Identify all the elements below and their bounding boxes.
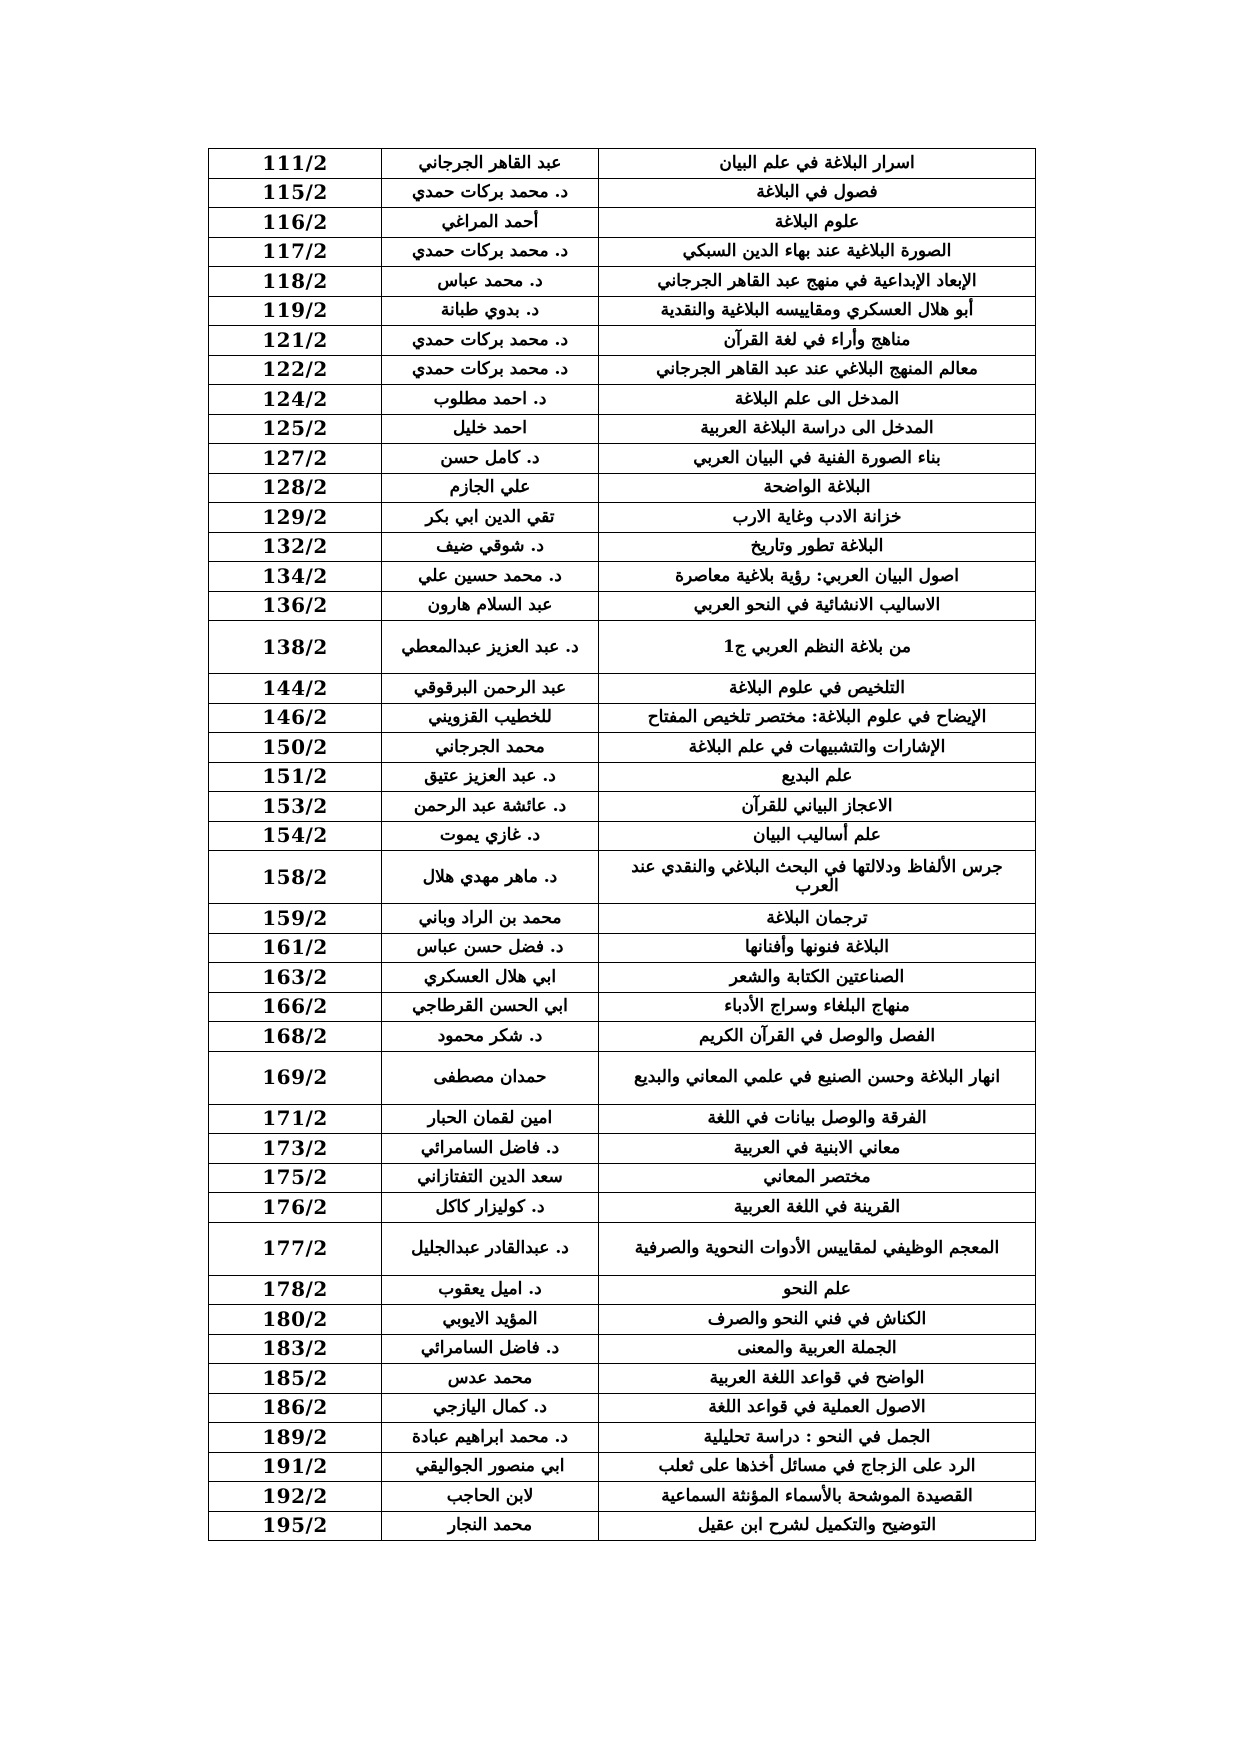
author-cell: ابي الحسن القرطاجي bbox=[382, 992, 599, 1022]
shelf-number-cell: 177/2 bbox=[209, 1222, 382, 1275]
shelf-number-cell: 128/2 bbox=[209, 473, 382, 503]
table-row bbox=[209, 1104, 1036, 1134]
author-cell: د. محمد عباس bbox=[382, 267, 599, 297]
title-cell: الاساليب الانشائية في النحو العربي bbox=[599, 591, 1036, 621]
table-row bbox=[209, 821, 1036, 851]
table-row bbox=[209, 992, 1036, 1022]
table-row bbox=[209, 208, 1036, 238]
table-row bbox=[209, 326, 1036, 356]
author-cell: محمد بن الراد وباني bbox=[382, 904, 599, 934]
table-row bbox=[209, 733, 1036, 763]
shelf-number-cell: 153/2 bbox=[209, 792, 382, 822]
author-cell: عبد الرحمن البرقوقي bbox=[382, 674, 599, 704]
shelf-number-cell: 122/2 bbox=[209, 355, 382, 385]
author-cell: د. احمد مطلوب bbox=[382, 385, 599, 415]
title-cell: الإشارات والتشبيهات في علم البلاغة bbox=[599, 733, 1036, 763]
title-cell: الواضح في قواعد اللغة العربية bbox=[599, 1364, 1036, 1394]
title-cell: الفرقة والوصل بيانات في اللغة bbox=[599, 1104, 1036, 1134]
author-cell: لابن الحاجب bbox=[382, 1482, 599, 1512]
title-cell: معالم المنهج البلاغي عند عبد القاهر الجرجاني bbox=[599, 355, 1036, 385]
shelf-number-cell: 178/2 bbox=[209, 1275, 382, 1305]
title-cell: منهاج البلغاء وسراج الأدباء bbox=[599, 992, 1036, 1022]
author-cell: د. محمد بركات حمدي bbox=[382, 326, 599, 356]
title-cell: الصورة البلاغية عند بهاء الدين السبكي bbox=[599, 237, 1036, 267]
author-cell: د. محمد بركات حمدي bbox=[382, 355, 599, 385]
shelf-number-cell: 163/2 bbox=[209, 963, 382, 993]
shelf-number-cell: 192/2 bbox=[209, 1482, 382, 1512]
title-cell: مختصر المعاني bbox=[599, 1163, 1036, 1193]
title-cell: البلاغة الواضحة bbox=[599, 473, 1036, 503]
shelf-number-cell: 136/2 bbox=[209, 591, 382, 621]
title-cell: الإبعاد الإبداعية في منهج عبد القاهر الجرجاني bbox=[599, 267, 1036, 297]
title-cell: البلاغة فنونها وأفنانها bbox=[599, 933, 1036, 963]
table-row bbox=[209, 237, 1036, 267]
table-row bbox=[209, 1482, 1036, 1512]
shelf-number-cell: 154/2 bbox=[209, 821, 382, 851]
author-cell: للخطيب القزويني bbox=[382, 703, 599, 733]
shelf-number-cell: 150/2 bbox=[209, 733, 382, 763]
title-cell: جرس الألفاظ ودلالتها في البحث البلاغي والنقدي عند العرب bbox=[599, 851, 1036, 904]
title-cell: فصول في البلاغة bbox=[599, 178, 1036, 208]
author-cell: احمد خليل bbox=[382, 414, 599, 444]
title-cell: الصناعتين الكتابة والشعر bbox=[599, 963, 1036, 993]
table-row bbox=[209, 414, 1036, 444]
title-cell: المدخل الى دراسة البلاغة العربية bbox=[599, 414, 1036, 444]
author-cell: امين لقمان الحبار bbox=[382, 1104, 599, 1134]
author-cell: د. عبدالقادر عبدالجليل bbox=[382, 1222, 599, 1275]
title-cell: علم أساليب البيان bbox=[599, 821, 1036, 851]
author-cell: د. كوليزار كاكل bbox=[382, 1193, 599, 1223]
title-cell: الجمل في النحو : دراسة تحليلية bbox=[599, 1423, 1036, 1453]
author-cell: د. محمد حسين علي bbox=[382, 562, 599, 592]
table-row bbox=[209, 1364, 1036, 1394]
shelf-number-cell: 118/2 bbox=[209, 267, 382, 297]
shelf-number-cell: 115/2 bbox=[209, 178, 382, 208]
title-cell: معاني الابنية في العربية bbox=[599, 1134, 1036, 1164]
table-row bbox=[209, 963, 1036, 993]
shelf-number-cell: 191/2 bbox=[209, 1452, 382, 1482]
table-row bbox=[209, 149, 1036, 179]
title-cell: التوضيح والتكميل لشرح ابن عقيل bbox=[599, 1511, 1036, 1541]
title-cell: التلخيص في علوم البلاغة bbox=[599, 674, 1036, 704]
author-cell: د. محمد بركات حمدي bbox=[382, 237, 599, 267]
author-cell: د. محمد بركات حمدي bbox=[382, 178, 599, 208]
shelf-number-cell: 121/2 bbox=[209, 326, 382, 356]
title-cell: علم البديع bbox=[599, 762, 1036, 792]
shelf-number-cell: 159/2 bbox=[209, 904, 382, 934]
author-cell: تقي الدين ابي بكر bbox=[382, 503, 599, 533]
author-cell: د. شوقي ضيف bbox=[382, 532, 599, 562]
title-cell: اصول البيان العربي: رؤية بلاغية معاصرة bbox=[599, 562, 1036, 592]
author-cell: ابي منصور الجواليقي bbox=[382, 1452, 599, 1482]
shelf-number-cell: 119/2 bbox=[209, 296, 382, 326]
title-cell: علوم البلاغة bbox=[599, 208, 1036, 238]
shelf-number-cell: 134/2 bbox=[209, 562, 382, 592]
author-cell: د. فاضل السامرائي bbox=[382, 1134, 599, 1164]
shelf-number-cell: 166/2 bbox=[209, 992, 382, 1022]
author-cell: د. عبد العزيز عتيق bbox=[382, 762, 599, 792]
author-cell: د. عائشة عبد الرحمن bbox=[382, 792, 599, 822]
author-cell: سعد الدين التفتازاني bbox=[382, 1163, 599, 1193]
title-cell: الفصل والوصل في القرآن الكريم bbox=[599, 1022, 1036, 1052]
table-row bbox=[209, 703, 1036, 733]
table-row bbox=[209, 762, 1036, 792]
shelf-number-cell: 151/2 bbox=[209, 762, 382, 792]
author-cell: د. ماهر مهدي هلال bbox=[382, 851, 599, 904]
shelf-number-cell: 186/2 bbox=[209, 1393, 382, 1423]
author-cell: د. فاضل السامرائي bbox=[382, 1334, 599, 1364]
shelf-number-cell: 129/2 bbox=[209, 503, 382, 533]
title-cell: البلاغة تطور وتاريخ bbox=[599, 532, 1036, 562]
table-row bbox=[209, 1393, 1036, 1423]
shelf-number-cell: 111/2 bbox=[209, 149, 382, 179]
table-row bbox=[209, 1022, 1036, 1052]
shelf-number-cell: 195/2 bbox=[209, 1511, 382, 1541]
table-row bbox=[209, 178, 1036, 208]
title-cell: القصيدة الموشحة بالأسماء المؤنثة السماعية bbox=[599, 1482, 1036, 1512]
author-cell: ابي هلال العسكري bbox=[382, 963, 599, 993]
author-cell: د. كامل حسن bbox=[382, 444, 599, 474]
shelf-number-cell: 173/2 bbox=[209, 1134, 382, 1164]
table-row bbox=[209, 792, 1036, 822]
author-cell: د. اميل يعقوب bbox=[382, 1275, 599, 1305]
shelf-number-cell: 146/2 bbox=[209, 703, 382, 733]
shelf-number-cell: 125/2 bbox=[209, 414, 382, 444]
author-cell: محمد الجرجاني bbox=[382, 733, 599, 763]
title-cell: بناء الصورة الفنية في البيان العربي bbox=[599, 444, 1036, 474]
author-cell: المؤيد الايوبي bbox=[382, 1305, 599, 1335]
table-row bbox=[209, 1051, 1036, 1104]
table-row bbox=[209, 1134, 1036, 1164]
shelf-number-cell: 189/2 bbox=[209, 1423, 382, 1453]
title-cell: انهار البلاغة وحسن الصنيع في علمي المعاني والبديع bbox=[599, 1051, 1036, 1104]
title-cell: اسرار البلاغة في علم البيان bbox=[599, 149, 1036, 179]
author-cell: د. بدوي طبانة bbox=[382, 296, 599, 326]
shelf-number-cell: 169/2 bbox=[209, 1051, 382, 1104]
title-cell: الاعجاز البياني للقرآن bbox=[599, 792, 1036, 822]
shelf-number-cell: 144/2 bbox=[209, 674, 382, 704]
shelf-number-cell: 127/2 bbox=[209, 444, 382, 474]
shelf-number-cell: 124/2 bbox=[209, 385, 382, 415]
shelf-number-cell: 116/2 bbox=[209, 208, 382, 238]
table-row bbox=[209, 1452, 1036, 1482]
table-row bbox=[209, 674, 1036, 704]
table-row bbox=[209, 1275, 1036, 1305]
title-cell: المدخل الى علم البلاغة bbox=[599, 385, 1036, 415]
author-cell: د. فضل حسن عباس bbox=[382, 933, 599, 963]
table-row bbox=[209, 1163, 1036, 1193]
table-row bbox=[209, 1193, 1036, 1223]
table-row bbox=[209, 296, 1036, 326]
shelf-number-cell: 175/2 bbox=[209, 1163, 382, 1193]
title-cell: من بلاغة النظم العربي ج1 bbox=[599, 621, 1036, 674]
shelf-number-cell: 158/2 bbox=[209, 851, 382, 904]
shelf-number-cell: 185/2 bbox=[209, 1364, 382, 1394]
table-row bbox=[209, 385, 1036, 415]
author-cell: د. شكر محمود bbox=[382, 1022, 599, 1052]
table-row bbox=[209, 532, 1036, 562]
table-row bbox=[209, 591, 1036, 621]
table-row bbox=[209, 267, 1036, 297]
title-cell: الكناش في فني النحو والصرف bbox=[599, 1305, 1036, 1335]
table-row bbox=[209, 503, 1036, 533]
author-cell: د. غازي يموت bbox=[382, 821, 599, 851]
table-row bbox=[209, 1423, 1036, 1453]
author-cell: محمد عدس bbox=[382, 1364, 599, 1394]
shelf-number-cell: 132/2 bbox=[209, 532, 382, 562]
title-cell: خزانة الادب وغاية الارب bbox=[599, 503, 1036, 533]
title-cell: أبو هلال العسكري ومقاييسه البلاغية والنقدية bbox=[599, 296, 1036, 326]
table-row bbox=[209, 355, 1036, 385]
title-cell: القرينة في اللغة العربية bbox=[599, 1193, 1036, 1223]
shelf-number-cell: 171/2 bbox=[209, 1104, 382, 1134]
table-row bbox=[209, 621, 1036, 674]
book-catalog-table bbox=[208, 148, 1036, 1541]
shelf-number-cell: 176/2 bbox=[209, 1193, 382, 1223]
title-cell: الإيضاح في علوم البلاغة: مختصر تلخيص المفتاح bbox=[599, 703, 1036, 733]
author-cell: محمد النجار bbox=[382, 1511, 599, 1541]
shelf-number-cell: 168/2 bbox=[209, 1022, 382, 1052]
author-cell: د. محمد ابراهيم عبادة bbox=[382, 1423, 599, 1453]
title-cell: علم النحو bbox=[599, 1275, 1036, 1305]
table-body bbox=[209, 149, 1036, 1541]
title-cell: ترجمان البلاغة bbox=[599, 904, 1036, 934]
table-row bbox=[209, 473, 1036, 503]
author-cell: علي الجازم bbox=[382, 473, 599, 503]
title-cell: الرد على الزجاج في مسائل أخذها على ثعلب bbox=[599, 1452, 1036, 1482]
author-cell: أحمد المراغي bbox=[382, 208, 599, 238]
table-row bbox=[209, 444, 1036, 474]
table-row bbox=[209, 851, 1036, 904]
title-cell: مناهج وأراء في لغة القرآن bbox=[599, 326, 1036, 356]
shelf-number-cell: 117/2 bbox=[209, 237, 382, 267]
author-cell: د. كمال اليازجي bbox=[382, 1393, 599, 1423]
title-cell: المعجم الوظيفي لمقاييس الأدوات النحوية والصرفية bbox=[599, 1222, 1036, 1275]
table-row bbox=[209, 933, 1036, 963]
shelf-number-cell: 161/2 bbox=[209, 933, 382, 963]
table-row bbox=[209, 904, 1036, 934]
shelf-number-cell: 180/2 bbox=[209, 1305, 382, 1335]
table-row bbox=[209, 562, 1036, 592]
author-cell: د. عبد العزيز عبدالمعطي bbox=[382, 621, 599, 674]
table-row bbox=[209, 1511, 1036, 1541]
title-cell: الجملة العربية والمعنى bbox=[599, 1334, 1036, 1364]
shelf-number-cell: 183/2 bbox=[209, 1334, 382, 1364]
shelf-number-cell: 138/2 bbox=[209, 621, 382, 674]
table-row bbox=[209, 1222, 1036, 1275]
author-cell: عبد السلام هارون bbox=[382, 591, 599, 621]
title-cell: الاصول العملية في قواعد اللغة bbox=[599, 1393, 1036, 1423]
author-cell: عبد القاهر الجرجاني bbox=[382, 149, 599, 179]
table-row bbox=[209, 1305, 1036, 1335]
author-cell: حمدان مصطفى bbox=[382, 1051, 599, 1104]
table-row bbox=[209, 1334, 1036, 1364]
